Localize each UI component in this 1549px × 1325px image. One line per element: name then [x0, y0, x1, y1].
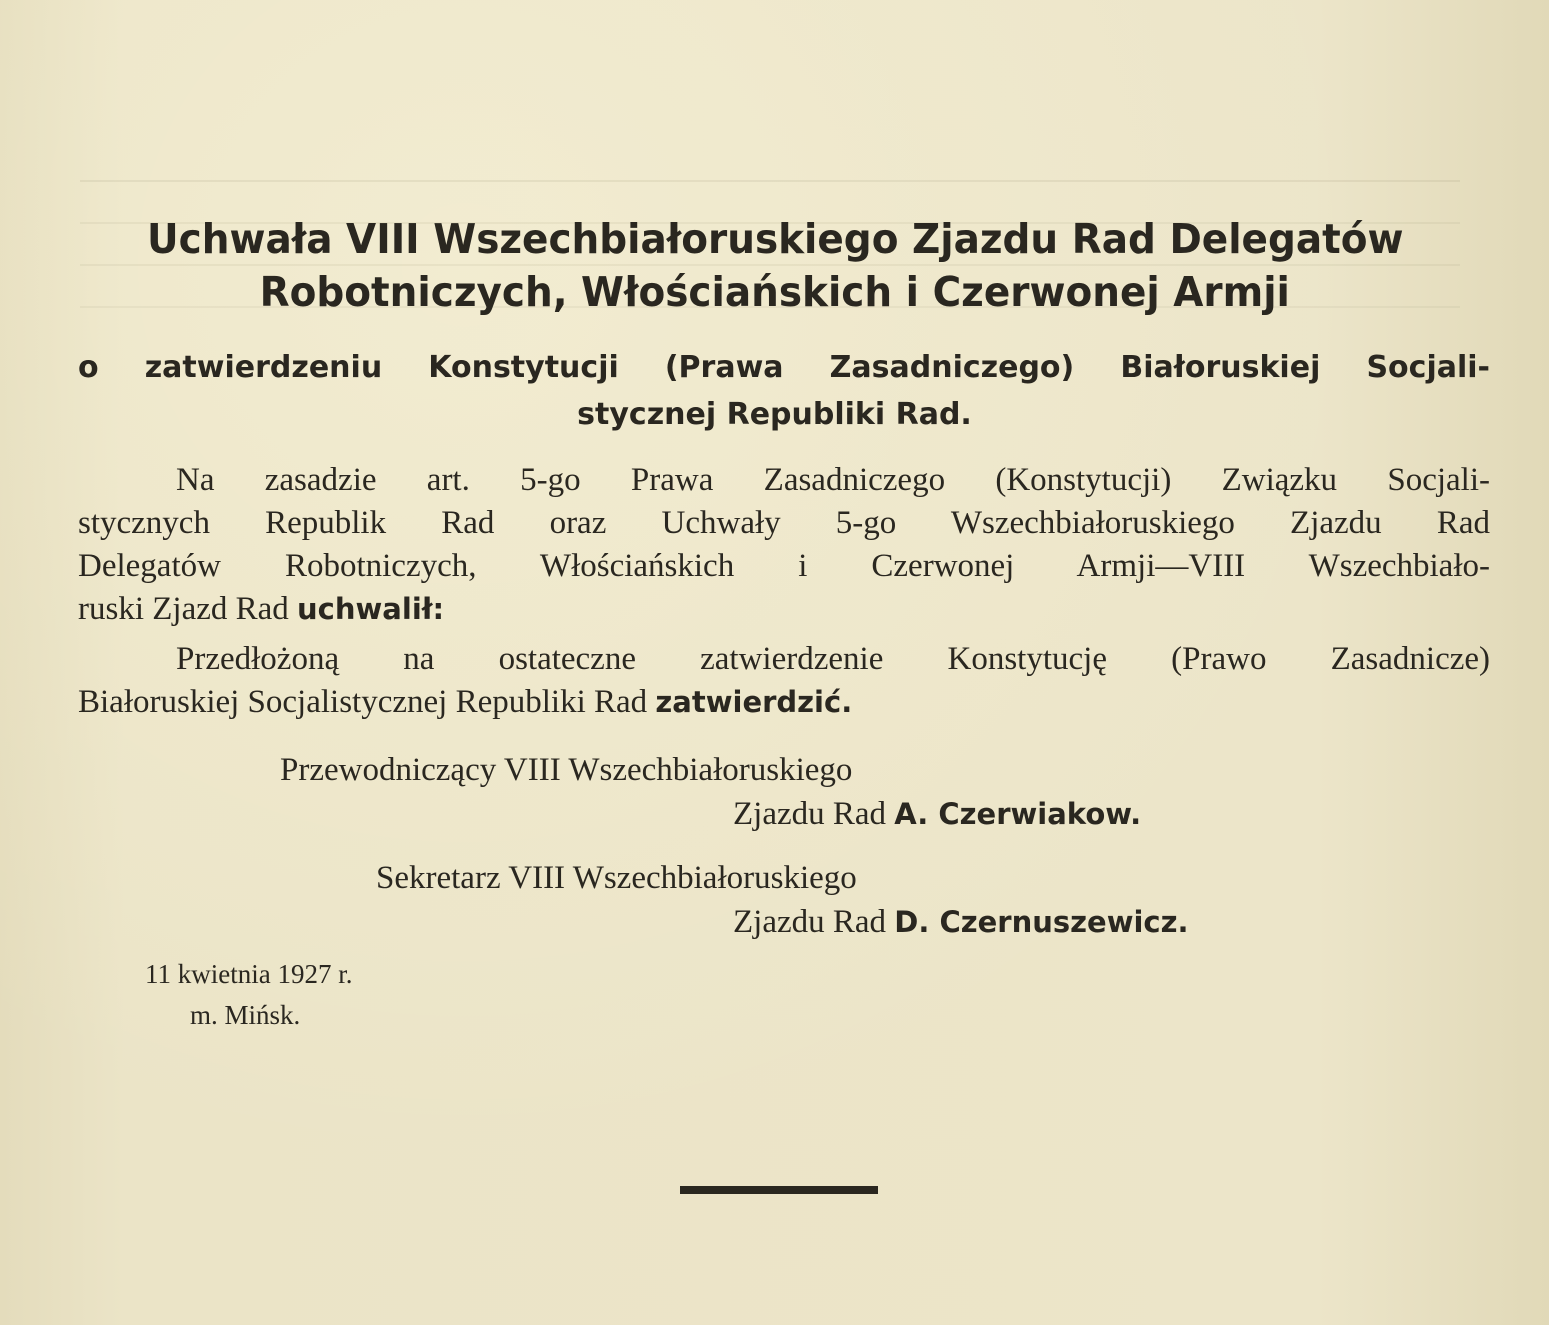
- paragraph-2-line-2: [78, 684, 852, 721]
- secretary-title-line-2: [733, 904, 1189, 941]
- chair-title-text: Zjazdu Rad: [733, 796, 887, 832]
- chair-name: A. Czerwiakow.: [894, 797, 1142, 831]
- chair-title-line-1: Przewodniczący VIII Wszechbiałoruskiego: [280, 752, 853, 788]
- paragraph-1-line-1: Na zasadzie art. 5-go Prawa Zasadniczego (Konstytucji) Związku Socjali-: [176, 462, 1490, 498]
- date: 11 kwietnia 1927 r.: [145, 959, 353, 989]
- secretary-name: D. Czernuszewicz.: [894, 905, 1189, 939]
- paragraph-2-line-2-text: Białoruskiej Socjalistycznej Republiki Rad: [78, 684, 648, 720]
- approval-verb: zatwierdzić.: [655, 685, 853, 719]
- secretary-title-line-1: Sekretarz VIII Wszechbiałoruskiego: [376, 860, 857, 896]
- subheading-line-2: stycznej Republiki Rad.: [577, 397, 972, 432]
- subheading-line-1: o zatwierdzeniu Konstytucji (Prawa Zasadniczego) Białoruskiej Socjali-: [78, 350, 1490, 385]
- secretary-title-text: Zjazdu Rad: [733, 904, 887, 940]
- paragraph-1-line-4: [78, 591, 444, 628]
- paragraph-1-line-3: Delegatów Robotniczych, Włościańskich i Czerwonej Armji—VIII Wszechbiało-: [78, 548, 1490, 584]
- resolution-verb: uchwalił:: [297, 592, 445, 626]
- heading-line-1: Uchwała VIII Wszechbiałoruskiego Zjazdu Rad Delegatów: [147, 215, 1404, 263]
- chair-title-line-2: [733, 796, 1141, 833]
- closing-rule: [680, 1186, 878, 1194]
- paragraph-1-line-2: stycznych Republik Rad oraz Uchwały 5-go Wszechbiałoruskiego Zjazdu Rad: [78, 505, 1490, 541]
- place: m. Mińsk.: [190, 1000, 301, 1030]
- heading-line-2: Robotniczych, Włościańskich i Czerwonej Armji: [259, 268, 1290, 316]
- paragraph-2-line-1: Przedłożoną na ostateczne zatwierdzenie Konstytucję (Prawo Zasadnicze): [176, 641, 1490, 677]
- paragraph-1-line-4-text: ruski Zjazd Rad: [78, 591, 289, 627]
